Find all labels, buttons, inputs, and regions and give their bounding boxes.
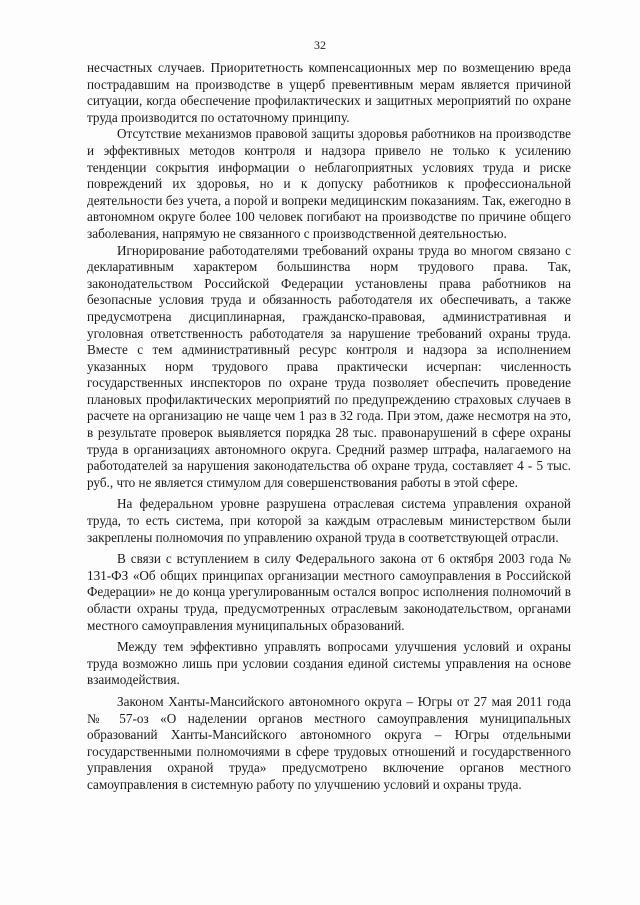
paragraph-1: несчастных случаев. Приоритетность компенсационных мер по возмещению вреда пострадавшим на производстве в ущерб превентивным мерам является причиной ситуации, когда обеспечение профилактических и защитных мероприятий по охране труда производится по остаточному принципу. (87, 60, 571, 125)
paragraph-6: Между тем эффективно управлять вопросами улучшения условий и охраны труда возможно лишь при условии создания единой системы управления на основе взаимодействия. (87, 639, 571, 688)
page-number: 32 (314, 38, 326, 52)
paragraph-5: В связи с вступлением в силу Федерального закона от 6 октября 2003 года № 131-ФЗ «Об общих принципах организации местного самоуправления в Российской Федерации» не до конца урегулированным остался вопрос исполнения полномочий в области охраны труда, предусмотренных отраслевым законодательством, органами местного самоуправления муниципальных образований. (87, 551, 571, 633)
paragraph-3: Игнорирование работодателями требований охраны труда во многом связано с декларативным характером большинства норм трудового права. Так, законодательством Российской Федерации установлены права работников на безопасные условия труда и обязанность работодателя их обеспечивать, а также предусмотрена дисциплинарная, гражданско-правовая, административная и уголовная ответственность работодателя за нарушение требований охраны труда. Вместе с тем административный ресурс контроля и надзора за исполнением указанных норм трудового права практически исчерпан: численность государственных инспекторов по охране труда позволяет обеспечить проведение плановых профилактических мероприятий по предупреждению страховых случаев в расчете на организацию не чаще чем 1 раз в 32 года. При этом, даже несмотря на это, в результате проверок выявляется порядка 28 тыс. правонарушений в сфере охраны труда в организациях автономного округа. Средний размер штрафа, налагаемого на работодателей за нарушения законодательства об охране труда, составляет 4 - 5 тыс. руб., что не является стимулом для совершенствования работы в этой сфере. (87, 242, 571, 490)
body-text (87, 60, 571, 794)
paragraph-4: На федеральном уровне разрушена отраслевая система управления охраной труда, то есть система, при которой за каждым отраслевым министерством были закреплены полномочия по управлению охраной труда в соответствующей отрасли. (87, 496, 571, 545)
paragraph-2: Отсутствие механизмов правовой защиты здоровья работников на производстве и эффективных методов контроля и надзора привело не только к усилению тенденции сокрытия информации о неблагоприятных условиях труда и риске повреждений их здоровья, но и к допуску работников к профессиональной деятельности без учета, а порой и вопреки медицинским показаниям. Так, ежегодно в автономном округе более 100 человек погибают на производстве по причине общего заболевания, напрямую не связанного с производственной деятельностью. (87, 126, 571, 241)
paragraph-7: Законом Ханты-Мансийского автономного округа – Югры от 27 мая 2011 года № 57-оз «О наделении органов местного самоуправления муниципальных образований Ханты-Мансийского автономного округа – Югры отдельными государственными полномочиями в сфере трудовых отношений и государственного управления охраной труда» предусмотрено включение органов местного самоуправления в системную работу по улучшению условий и охраны труда. (87, 693, 571, 792)
